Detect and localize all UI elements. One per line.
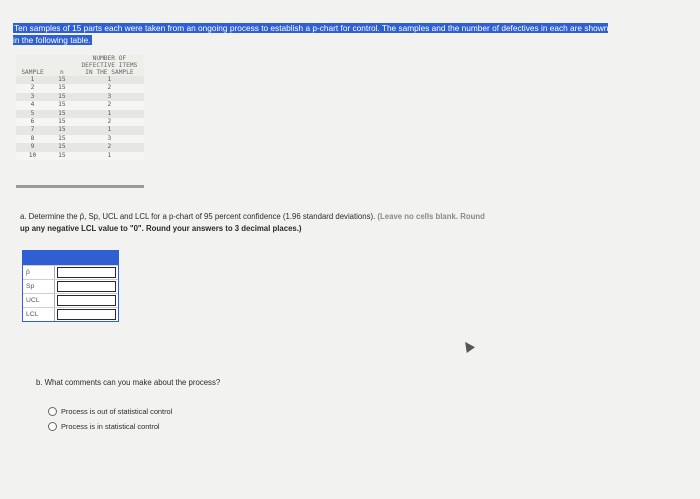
cell-defective: 1 [107, 126, 112, 134]
cell-sample: 3 [30, 92, 35, 100]
sample-table-container [16, 55, 144, 160]
cell-defective: 2 [107, 118, 112, 126]
ucl-input[interactable] [57, 295, 116, 306]
cell-sample: 8 [30, 134, 35, 142]
option-label: Process is in statistical control [61, 422, 160, 431]
header-sample: SAMPLE [21, 69, 44, 76]
cell-n: 15 [58, 143, 66, 151]
cell-n: 15 [58, 126, 66, 134]
header-n: n [60, 69, 64, 76]
table-row [16, 126, 144, 134]
cell-defective: 2 [107, 143, 112, 151]
cell-n: 15 [58, 109, 66, 117]
table-row [16, 93, 144, 101]
table-divider [16, 185, 144, 188]
cell-n: 15 [58, 92, 66, 100]
radio-icon[interactable] [48, 407, 57, 416]
cell-n: 15 [58, 134, 66, 142]
table-row [16, 84, 144, 92]
cell-defective: 1 [107, 76, 112, 83]
cell-sample: 9 [30, 143, 35, 151]
cell-sample: 5 [30, 109, 35, 117]
cell-defective: 3 [107, 134, 112, 142]
intro-text: Ten samples of 15 parts each were taken from an ongoing process to establish a p-chart for control. The samples and the number of defectives in each are shown in the following table. [13, 23, 609, 45]
option-label: Process is out of statistical control [61, 407, 173, 416]
table-row [16, 101, 144, 109]
cell-defective: 3 [107, 92, 112, 100]
option-in-control[interactable] [48, 422, 160, 431]
answer-row-pbar [23, 265, 118, 279]
cell-defective: 1 [107, 109, 112, 117]
table-row [16, 76, 144, 84]
answer-row-lcl [23, 307, 118, 321]
part-a-line2: up any negative LCL value to "0". Round your answers to 3 decimal places.) [20, 224, 302, 233]
cell-n: 15 [58, 76, 66, 83]
table-row [16, 152, 144, 160]
sample-table [16, 55, 144, 160]
cell-n: 15 [58, 101, 66, 109]
radio-icon[interactable] [48, 422, 57, 431]
label-lcl: LCL [23, 308, 55, 321]
part-a-question [20, 211, 620, 235]
part-a-line1-tail: (Leave no cells blank. Round [377, 212, 485, 221]
table-row [16, 118, 144, 126]
cell-sample: 7 [30, 126, 35, 134]
pbar-input[interactable] [57, 267, 116, 278]
cell-n: 15 [58, 118, 66, 126]
cell-sample: 2 [30, 84, 35, 92]
answer-table-header [23, 251, 118, 265]
label-sp: Sp [23, 280, 55, 293]
label-pbar: p̄ [23, 266, 55, 279]
answer-row-ucl [23, 293, 118, 307]
answer-table [22, 250, 119, 322]
lcl-input[interactable] [57, 309, 116, 320]
part-b-question: b. What comments can you make about the process? [36, 378, 221, 387]
cell-sample: 10 [28, 151, 37, 159]
problem-intro [13, 22, 613, 46]
cell-n: 15 [58, 151, 66, 159]
table-row [16, 143, 144, 151]
cell-defective: 1 [107, 151, 112, 159]
cell-sample: 6 [30, 118, 35, 126]
sp-input[interactable] [57, 281, 116, 292]
cell-sample: 4 [30, 101, 35, 109]
cell-sample: 1 [30, 76, 35, 83]
label-ucl: UCL [23, 294, 55, 307]
cell-n: 15 [58, 84, 66, 92]
answer-row-sp [23, 279, 118, 293]
table-row [16, 110, 144, 118]
part-a-line1: a. Determine the p̄, Sp, UCL and LCL for a p-chart of 95 percent confidence (1.96 standard deviations). [20, 212, 376, 221]
option-out-of-control[interactable] [48, 407, 172, 416]
mouse-cursor-icon [461, 339, 475, 353]
cell-defective: 2 [107, 84, 112, 92]
table-row [16, 135, 144, 143]
cell-defective: 2 [107, 101, 112, 109]
header-defective: NUMBER OF DEFECTIVE ITEMS IN THE SAMPLE [81, 55, 138, 76]
